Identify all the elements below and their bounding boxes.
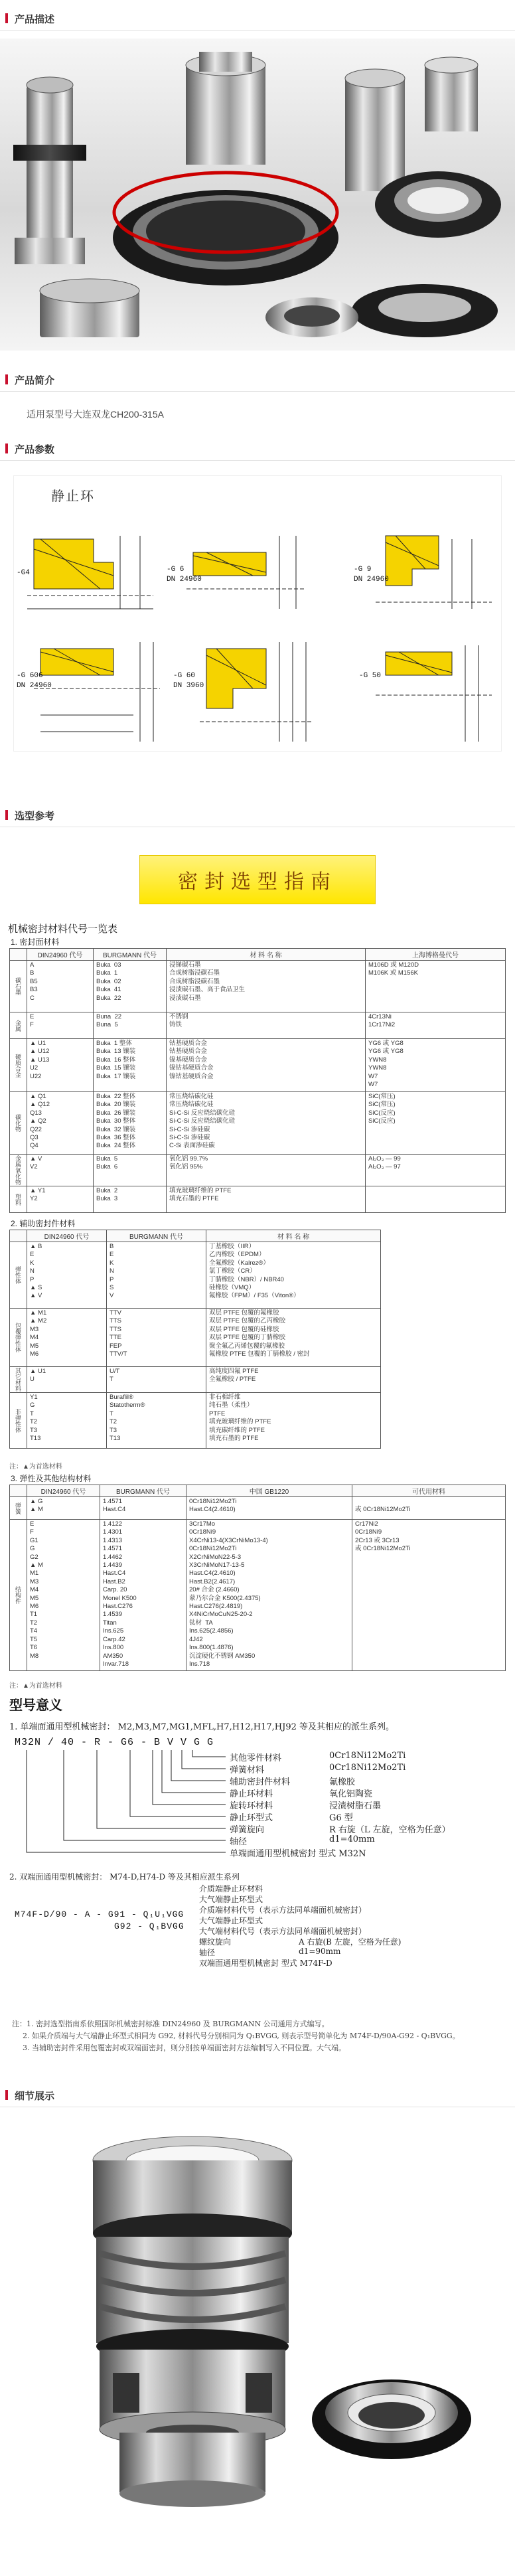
t1-cat: 金属氧化物 (10, 1155, 27, 1186)
t2-name: 非石棉纤维 纯石墨（柔性） PTFE 填充玻璃纤维的 PTFE 填充碳纤维的 PTFE 填充石墨的 PTFE (206, 1393, 381, 1449)
t3-gb: 0Cr18Ni12Mo2Ti Hast.C4(2.4610) (186, 1497, 352, 1520)
m1-value: R 右旋（L 左旋，空格为任意） (329, 1825, 451, 1835)
drawing-label-g6-dn: DN 24960 (167, 576, 202, 584)
t1-header-burg: BURGMANN 代号 (94, 949, 167, 961)
guide-sub2: 2. 辅助密封件材料 (11, 1219, 76, 1228)
t1-cat: 碳化物 (10, 1092, 27, 1155)
section-title-detail: 细节展示 (0, 2089, 54, 2103)
m1-label: 旋转环材料 (230, 1801, 273, 1811)
t1-burg: Buka 2 Buka 3 (94, 1186, 167, 1213)
drawing-label-g606: -G 606 (17, 672, 43, 680)
face-material-table (9, 948, 506, 1213)
guide-banner-title: 密封选型指南 (178, 870, 337, 894)
t2-din: ▲ M1 ▲ M2 M3 M4 M5 M6 (27, 1309, 107, 1367)
section-title-desc: 产品描述 (0, 12, 54, 26)
t3-header-din: DIN24960 代号 (27, 1485, 100, 1497)
t1-burg: Buka 03 Buka 1 Buka 02 Buka 41 Buka 22 (94, 961, 167, 1012)
t1-cat: 塑料 (10, 1186, 27, 1213)
t3-corner (10, 1485, 27, 1497)
m2-label: 双端面通用型机械密封 型式 M74F-D (199, 1959, 332, 1968)
t3-din: E F G1 G G2 ▲ M M1 M3 M4 M5 M6 T1 T2 T4 T5 T6 M8 (27, 1520, 100, 1671)
drawing-label-g4: -G4 (17, 569, 30, 577)
t1-din: E F (27, 1012, 94, 1039)
section-header-params (0, 438, 515, 461)
t2-row (10, 1242, 381, 1309)
t2-row (10, 1309, 381, 1367)
t2-din: Y1 G T T2 T3 T13 (27, 1393, 107, 1449)
drawing-label-g9: -G 9 (354, 566, 372, 574)
t1-cat: 金属 (10, 1012, 27, 1039)
m2-code-2: G92 - Q₁BVGG (114, 1921, 184, 1931)
m2-code: M74F-D/90 - A - G91 - Q₁U₁VGG (15, 1909, 184, 1919)
m2-value: d1=90mm (299, 1947, 341, 1956)
intro-text: 适用泵型号大连双龙CH200-315A (27, 409, 164, 420)
guide-banner (139, 855, 376, 904)
section-header-desc (0, 8, 515, 31)
t2-burg: Buraflil® Statotherm® T T2 T3 T13 (107, 1393, 206, 1449)
m1-label: 弹簧材料 (230, 1765, 265, 1775)
guide-sub1: 1. 密封面材料 (11, 937, 60, 947)
t1-cat: 硬质合金 (10, 1039, 27, 1092)
t2-burg: TTV TTS TTS TTE FEP TTV/T (107, 1309, 206, 1367)
t3-alt: 或 0Cr18Ni12Mo2Ti (352, 1497, 506, 1520)
t3-burg: 1.4571 Hast.C4 (100, 1497, 186, 1520)
t2-cat: 弹性体 (10, 1242, 27, 1309)
t1-din: ▲ Y1 Y2 (27, 1186, 94, 1213)
t3-header-burg: BURGMANN 代号 (100, 1485, 186, 1497)
t1-name: 氧化铝 99.7% 氧化铝 95% (167, 1155, 366, 1186)
t3-cat: 弹簧 (10, 1497, 27, 1520)
guide-sub3: 3. 弹性及其他结构材料 (11, 1474, 92, 1483)
t2-cat: 其它材料 (10, 1367, 27, 1393)
drawing-label-g50: -G 50 (359, 672, 382, 680)
drawing-label-g60: -G 60 (173, 672, 196, 680)
t1-sh: SiC(常压) SiC(常压) SiC(反应) SiC(反应) (366, 1092, 506, 1155)
selection-guide (0, 843, 515, 1959)
t1-sh: YG6 或 YG8 YG6 或 YG8 YWN8 YWN8 W7 W7 (366, 1039, 506, 1092)
m2-label: 介质端材料代号（表示方法同单端面机械密封） (199, 1905, 367, 1915)
t3-alt: Cr17Ni2 0Cr18Ni9 2Cr13 或 3Cr13 或 0Cr18Ni12Mo2Ti (352, 1520, 506, 1671)
t1-sh (366, 1186, 506, 1213)
m1-value: 氧化铝陶瓷 (329, 1789, 373, 1799)
m1-text: 1. 单端面通用型机械密封： M2,M3,M7,MG1,MFL,H7,H12,H17,HJ92 等及其相应的派生系列。 (9, 1722, 394, 1732)
t1-name: 浸锑碳石墨 合成树脂浸碳石墨 合成树脂浸碳石墨 浸渍碳石墨、高于食品卫生 浸渍碳石墨 (167, 961, 366, 1012)
t1-name: 常压烧结碳化硅 常压烧结碳化硅 Si-C-Si 反应烧结碳化硅 Si-C-Si 反应烧结碳化硅 Si-C-Si 渗硅碳 Si-C-Si 渗硅碳 C-Si 表面渗硅碳 (167, 1092, 366, 1155)
t2-burg: B E K N P S V (107, 1242, 206, 1309)
m2-label: 大气端静止环型式 (199, 1916, 263, 1925)
m1-label: 静止环材料 (230, 1789, 273, 1799)
m2-label: 介质端静止环材料 (199, 1884, 263, 1893)
section-title-selection: 选型参考 (0, 809, 54, 823)
m1-value: 氟橡胶 (329, 1777, 356, 1787)
t1-sh: Al₂O₃ — 99 Al₂O₃ — 97 (366, 1155, 506, 1186)
t1-name: 钴基硬质合金 钴基硬质合金 镍基硬质合金 镍钴基硬质合金 镍钴基硬质合金 (167, 1039, 366, 1092)
t1-name: 不锈钢 铸铁 (167, 1012, 366, 1039)
stationary-ring-drawing (13, 475, 502, 752)
section-header-selection (0, 805, 515, 827)
m1-label: 弹簧旋向 (230, 1825, 265, 1835)
t1-row (10, 1186, 506, 1213)
t1-din: ▲ Q1 ▲ Q12 Q13 ▲ Q2 Q22 Q3 Q4 (27, 1092, 94, 1155)
m2-label: 螺纹旋向 (199, 1937, 232, 1947)
note1: 注：▲为首选材料 (9, 1463, 62, 1471)
drawing-label-g9-dn: DN 24960 (354, 576, 389, 584)
m1-label: 轴径 (230, 1837, 248, 1847)
model-meaning-title: 型号意义 (9, 1698, 62, 1713)
section-header-detail (0, 2085, 515, 2107)
t3-gb: 3Cr17Mo 0Cr18Ni9 X4CrNi13-4(X3CrNiMo13-4) 0Cr18Ni12Mo2Ti X2CrNiMoN22-5-3 X3CrNiMoN17-13-5 Hast.C4(2.4610) Hast.B2(2.4617) 20# 合金 (2.4660) 蒙乃尔合金 K500(2.4375) Hast.C276(2.4819) X4NiCrMoCuN25-20-2 钛材 TA Ins.625(2.4856) 4J42 Ins.800(1.4876) 沉淀硬化不锈钢 AM350 Ins.718 (186, 1520, 352, 1671)
footnote-2: 2. 如果介质端与大气端静止环型式相同为 G92, 材料代号分别相同为 Q₁BVGG, 则表示型号简单化为 M74F-D/90A-G92 - Q₁BVGG。 (23, 2032, 460, 2040)
product-hero-image (0, 39, 515, 351)
t1-burg: Buka 5 Buka 6 (94, 1155, 167, 1186)
t2-name: 高纯度四氟 PTFE 全氟橡胶 / PTFE (206, 1367, 381, 1393)
section-header-intro (0, 369, 515, 392)
t1-corner (10, 949, 27, 961)
t3-row (10, 1497, 506, 1520)
m1-label: 静止环型式 (230, 1813, 273, 1823)
drawing-label-g606-dn: DN 24960 (17, 682, 52, 690)
m2-text: 2. 双端面通用型机械密封： M74-D,H74-D 等及其相应派生系列 (9, 1872, 240, 1882)
t1-name: 填充玻璃纤维的 PTFE 填充石墨的 PTFE (167, 1186, 366, 1213)
t1-din: ▲ U1 ▲ U12 ▲ U13 U2 U22 (27, 1039, 94, 1092)
m2-label: 大气端静止环型式 (199, 1895, 263, 1904)
t1-burg: Buka 1 整体 Buka 13 镶装 Buka 16 整体 Buka 15 镶装 Buka 17 镶装 (94, 1039, 167, 1092)
t2-header-name: 材 料 名 称 (206, 1230, 381, 1242)
t1-cat: 碳石墨 (10, 961, 27, 1012)
t1-header-sh: 上海博格曼代号 (366, 949, 506, 961)
t2-din: ▲ B E K N P ▲ S ▲ V (27, 1242, 107, 1309)
drawing-title: 静止环 (51, 489, 95, 504)
m2-label: 大气端材料代号（表示方法同单端面机械密封） (199, 1927, 367, 1936)
t2-row (10, 1367, 381, 1393)
t1-sh: M106D 或 M120D M106K 或 M156K (366, 961, 506, 1012)
detail-image (0, 2121, 515, 2576)
section-title-intro: 产品简介 (0, 373, 54, 387)
t2-header-din: DIN24960 代号 (27, 1230, 107, 1242)
seal-detail-photo (0, 2121, 515, 2576)
t3-row (10, 1520, 506, 1671)
footnote-3: 3. 当辅助密封件采用包覆密封或双端面密封，则分别按单端面密封方法编制写入不同位置。大气端。 (23, 2044, 346, 2052)
guide-heading: 机械密封材料代号一览表 (8, 924, 118, 935)
t2-cat: 非弹性体 (10, 1393, 27, 1449)
m1-value: d1=40mm (329, 1834, 375, 1844)
m1-value: 浸渍树脂石墨 (329, 1801, 382, 1811)
t1-row (10, 961, 506, 1012)
t1-burg: Buna 22 Buna 5 (94, 1012, 167, 1039)
t2-row (10, 1393, 381, 1449)
t2-header-burg: BURGMANN 代号 (107, 1230, 206, 1242)
structure-material-table (9, 1485, 506, 1671)
t3-cat: 结构件 (10, 1520, 27, 1671)
t2-burg: U/T T (107, 1367, 206, 1393)
m2-value: A 右旋(B 左旋，空格为任意) (299, 1937, 402, 1947)
t1-row (10, 1092, 506, 1155)
m2-label: 轴径 (199, 1948, 216, 1957)
t3-burg: 1.4122 1.4301 1.4313 1.4571 1.4462 1.4439 Hast.C4 Hast.B2 Carp. 20 Monel K500 Hast.C276 1.4539 Titan Ins.625 Carp.42 Ins.800 AM350 Invar.718 (100, 1520, 186, 1671)
m1-label: 辅助密封件材料 (230, 1777, 291, 1787)
footnote-1: 注：1. 密封选型指南系依照国际机械密封标准 DIN24960 及 BURGMANN 公司通用方式编写。 (12, 2020, 329, 2028)
t2-din: ▲ U1 U (27, 1367, 107, 1393)
m1-label: 其他零件材料 (230, 1753, 282, 1763)
t2-name: 双层 PTFE 包覆的氟橡胶 双层 PTFE 包覆的乙丙橡胶 双层 PTFE 包覆的硅橡胶 双层 PTFE 包覆的丁腈橡胶 聚全氟乙丙烯包覆的氟橡胶 氟橡胶 PTFE 包覆的丁腈橡胶 / 密封 (206, 1309, 381, 1367)
auxiliary-seal-table (9, 1230, 381, 1449)
drawing-label-g60-dn: DN 3960 (173, 682, 204, 690)
t2-cat: 包覆弹性体 (10, 1309, 27, 1367)
technical-drawings (14, 476, 502, 752)
seal-parts-photo (0, 39, 515, 351)
t1-row (10, 1039, 506, 1092)
m1-value: 0Cr18Ni12Mo2Ti (329, 1751, 406, 1761)
m1-value: G6 型 (329, 1813, 353, 1823)
t1-din: ▲ V V2 (27, 1155, 94, 1186)
t1-sh: 4Cr13Ni 1Cr17Ni2 (366, 1012, 506, 1039)
drawing-label-g6: -G 6 (167, 566, 184, 574)
t1-row (10, 1012, 506, 1039)
t1-din: A B B5 B3 C (27, 961, 94, 1012)
t1-header-din: DIN24960 代号 (27, 949, 94, 961)
section-title-params: 产品参数 (0, 442, 54, 456)
note2: 注：▲为首选材料 (9, 1682, 62, 1690)
t1-row (10, 1155, 506, 1186)
t2-name: 丁基橡胶（IIR） 乙丙橡胶（EPDM） 全氟橡胶（Kalrez®） 氯丁橡胶（CR） 丁腈橡胶（NBR）/ NBR40 硅橡胶（VMQ） 氟橡胶（FPM）/ F35（Viton®） (206, 1242, 381, 1309)
t3-header-gb: 中国 GB1220 (186, 1485, 352, 1497)
m1-code: M32N / 40 - R - G6 - B V V G G (15, 1737, 214, 1748)
t3-header-alt: 可代用材料 (352, 1485, 506, 1497)
t1-burg: Buka 22 整体 Buka 20 镶装 Buka 26 镶装 Buka 30 整体 Buka 32 镶装 Buka 36 整体 Buka 24 整体 (94, 1092, 167, 1155)
m1-value: 0Cr18Ni12Mo2Ti (329, 1763, 406, 1773)
t3-din: ▲ G ▲ M (27, 1497, 100, 1520)
t2-corner (10, 1230, 27, 1242)
m1-label: 单端面通用型机械密封 型式 M32N (230, 1849, 366, 1859)
t1-header-name: 材 料 名 称 (167, 949, 366, 961)
